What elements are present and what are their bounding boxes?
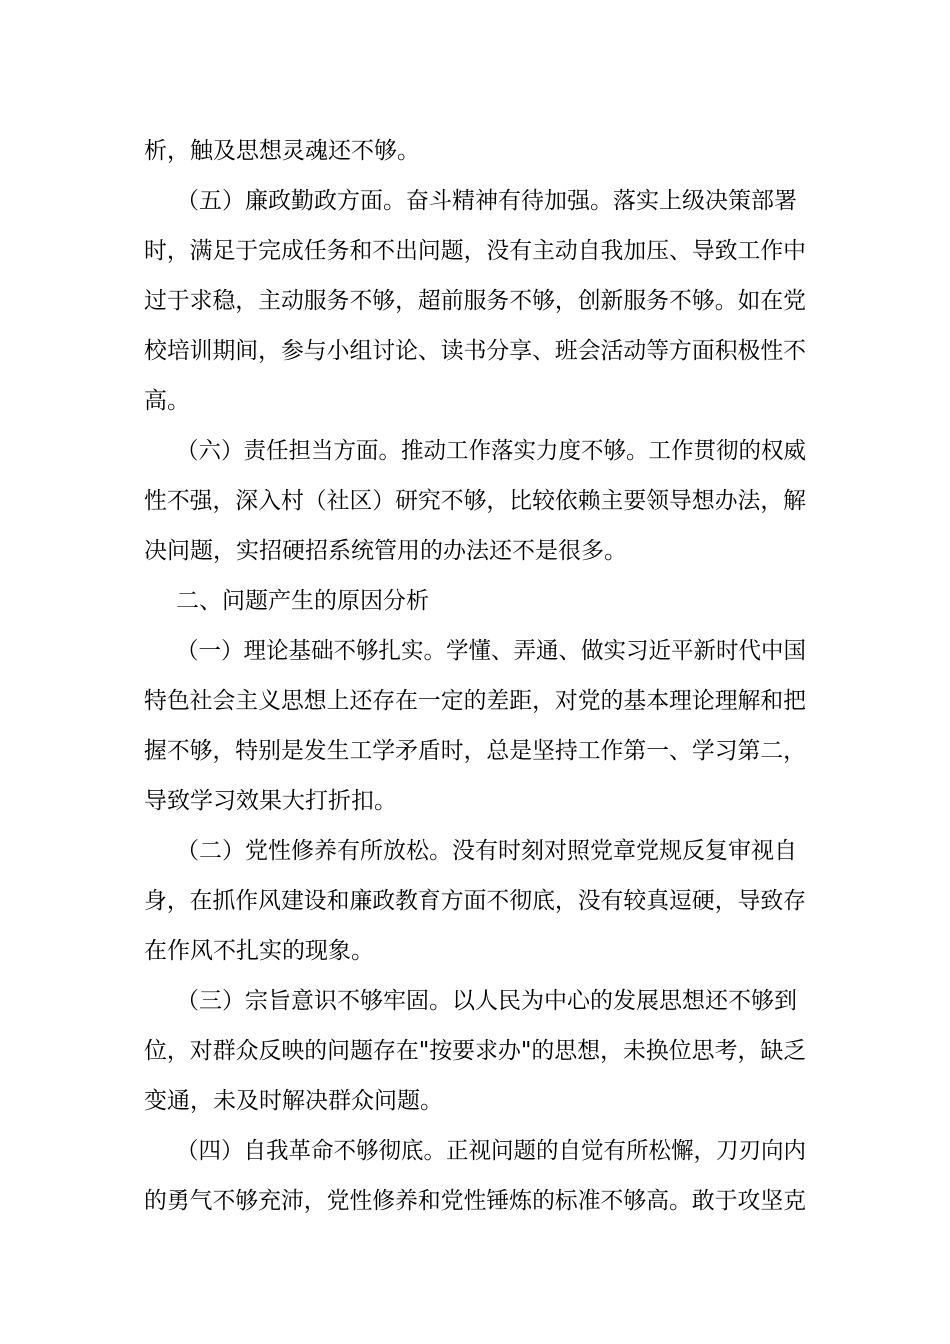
text-line: 在作风不扎实的现象。 — [144, 938, 374, 964]
text-line: 校培训期间，参与小组讨论、读书分享、班会活动等方面积极性不 — [144, 338, 806, 364]
text-line: 握不够，特别是发生工学矛盾时，总是坚持工作第一、学习第二， — [144, 738, 806, 764]
text-line: 性不强，深入村（社区）研究不够，比较依赖主要领导想办法，解 — [144, 488, 806, 514]
text-line: 位，对群众反映的问题存在"按要求办"的思想，未换位思考，缺乏 — [144, 1038, 807, 1064]
text-line: 过于求稳，主动服务不够，超前服务不够，创新服务不够。如在党 — [144, 288, 806, 314]
paragraph-four-heading-line: （四）自我革命不够彻底。正视问题的自觉有所松懈，刀刃向内 — [176, 1138, 807, 1164]
text-line: 特色社会主义思想上还存在一定的差距，对党的基本理论理解和把 — [144, 688, 806, 714]
text-line: 身，在抓作风建设和廉政教育方面不彻底，没有较真逗硬，导致存 — [144, 888, 806, 914]
text-line: 导致学习效果大打折扣。 — [144, 788, 397, 814]
text-line: 析，触及思想灵魂还不够。 — [144, 138, 420, 164]
text-line: 高。 — [144, 388, 190, 414]
text-line: 时，满足于完成任务和不出问题，没有主动自我加压、导致工作中 — [144, 238, 806, 264]
paragraph-one-heading-line: （一）理论基础不够扎实。学懂、弄通、做实习近平新时代中国 — [176, 638, 807, 664]
text-line: 的勇气不够充沛，党性修养和党性锤炼的标准不够高。敢于攻坚克 — [144, 1188, 806, 1214]
section-two-heading: 二、问题产生的原因分析 — [176, 588, 429, 614]
text-line: 变通，未及时解决群众问题。 — [144, 1088, 443, 1114]
text-line: 决问题，实招硬招系统管用的办法还不是很多。 — [144, 538, 627, 564]
paragraph-two-heading-line: （二）党性修养有所放松。没有时刻对照党章党规反复审视自 — [176, 838, 797, 864]
paragraph-six-heading-line: （六）责任担当方面。推动工作落实力度不够。工作贯彻的权威 — [176, 438, 807, 464]
paragraph-five-heading-line: （五）廉政勤政方面。奋斗精神有待加强。落实上级决策部署 — [176, 188, 797, 214]
paragraph-three-heading-line: （三）宗旨意识不够牢固。以人民为中心的发展思想还不够到 — [176, 988, 797, 1014]
